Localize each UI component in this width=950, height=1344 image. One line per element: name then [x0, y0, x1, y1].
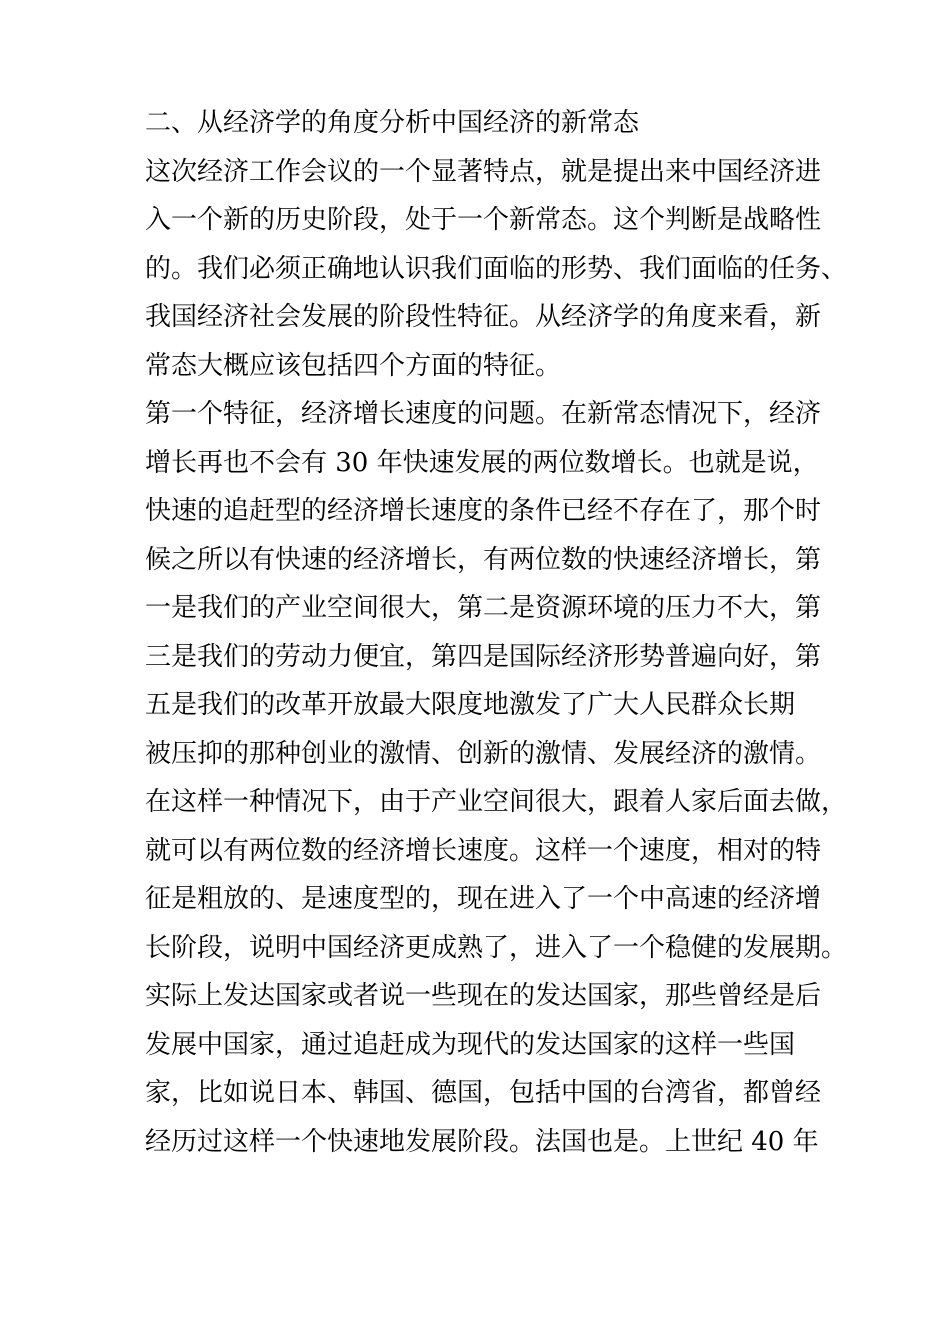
text-line: 实际上发达国家或者说一些现在的发达国家，那些曾经是后	[145, 981, 822, 1011]
text-line: 三是我们的劳动力便宜，第四是国际经济形势普遍向好，第	[145, 641, 822, 672]
text-line: 征是粗放的、是速度型的，现在进入了一个中高速的经济增	[145, 884, 822, 914]
text-line: 经历过这样一个快速地发展阶段。法国也是。上世纪 40 年	[145, 1126, 819, 1157]
text-line: 长阶段，说明中国经济更成熟了，进入了一个稳健的发展期。	[145, 932, 848, 963]
text-line: 入一个新的历史阶段，处于一个新常态。这个判断是战略性	[145, 205, 822, 235]
text-line: 就可以有两位数的经济增长速度。这样一个速度，相对的特	[145, 835, 822, 866]
text-line: 第一个特征，经济增长速度的问题。在新常态情况下，经济	[145, 399, 822, 429]
text-line: 被压抑的那种创业的激情、创新的激情、发展经济的激情。	[145, 738, 822, 769]
text-line: 的。我们必须正确地认识我们面临的形势、我们面临的任务、	[145, 253, 848, 284]
text-line: 常态大概应该包括四个方面的特征。	[145, 350, 562, 381]
text-line: 发展中国家，通过追赶成为现代的发达国家的这样一些国	[145, 1029, 796, 1060]
text-line: 增长再也不会有 30 年快速发展的两位数增长。也就是说，	[145, 447, 819, 478]
text-line: 五是我们的改革开放最大限度地激发了广大人民群众长期	[145, 690, 796, 720]
text-line: 在这样一种情况下，由于产业空间很大，跟着人家后面去做，	[145, 787, 848, 817]
section-heading: 二、从经济学的角度分析中国经济的新常态	[145, 108, 640, 138]
document-page	[145, 99, 848, 1166]
text-line: 我国经济社会发展的阶段性特征。从经济学的角度来看，新	[145, 302, 822, 332]
text-line: 一是我们的产业空间很大，第二是资源环境的压力不大，第	[145, 593, 822, 623]
text-line: 候之所以有快速的经济增长，有两位数的快速经济增长，第	[145, 544, 822, 575]
text-line: 这次经济工作会议的一个显著特点，就是提出来中国经济进	[145, 156, 822, 187]
text-line: 快速的追赶型的经济增长速度的条件已经不存在了，那个时	[145, 496, 822, 526]
text-line: 家，比如说日本、韩国、德国，包括中国的台湾省，都曾经	[145, 1078, 822, 1108]
